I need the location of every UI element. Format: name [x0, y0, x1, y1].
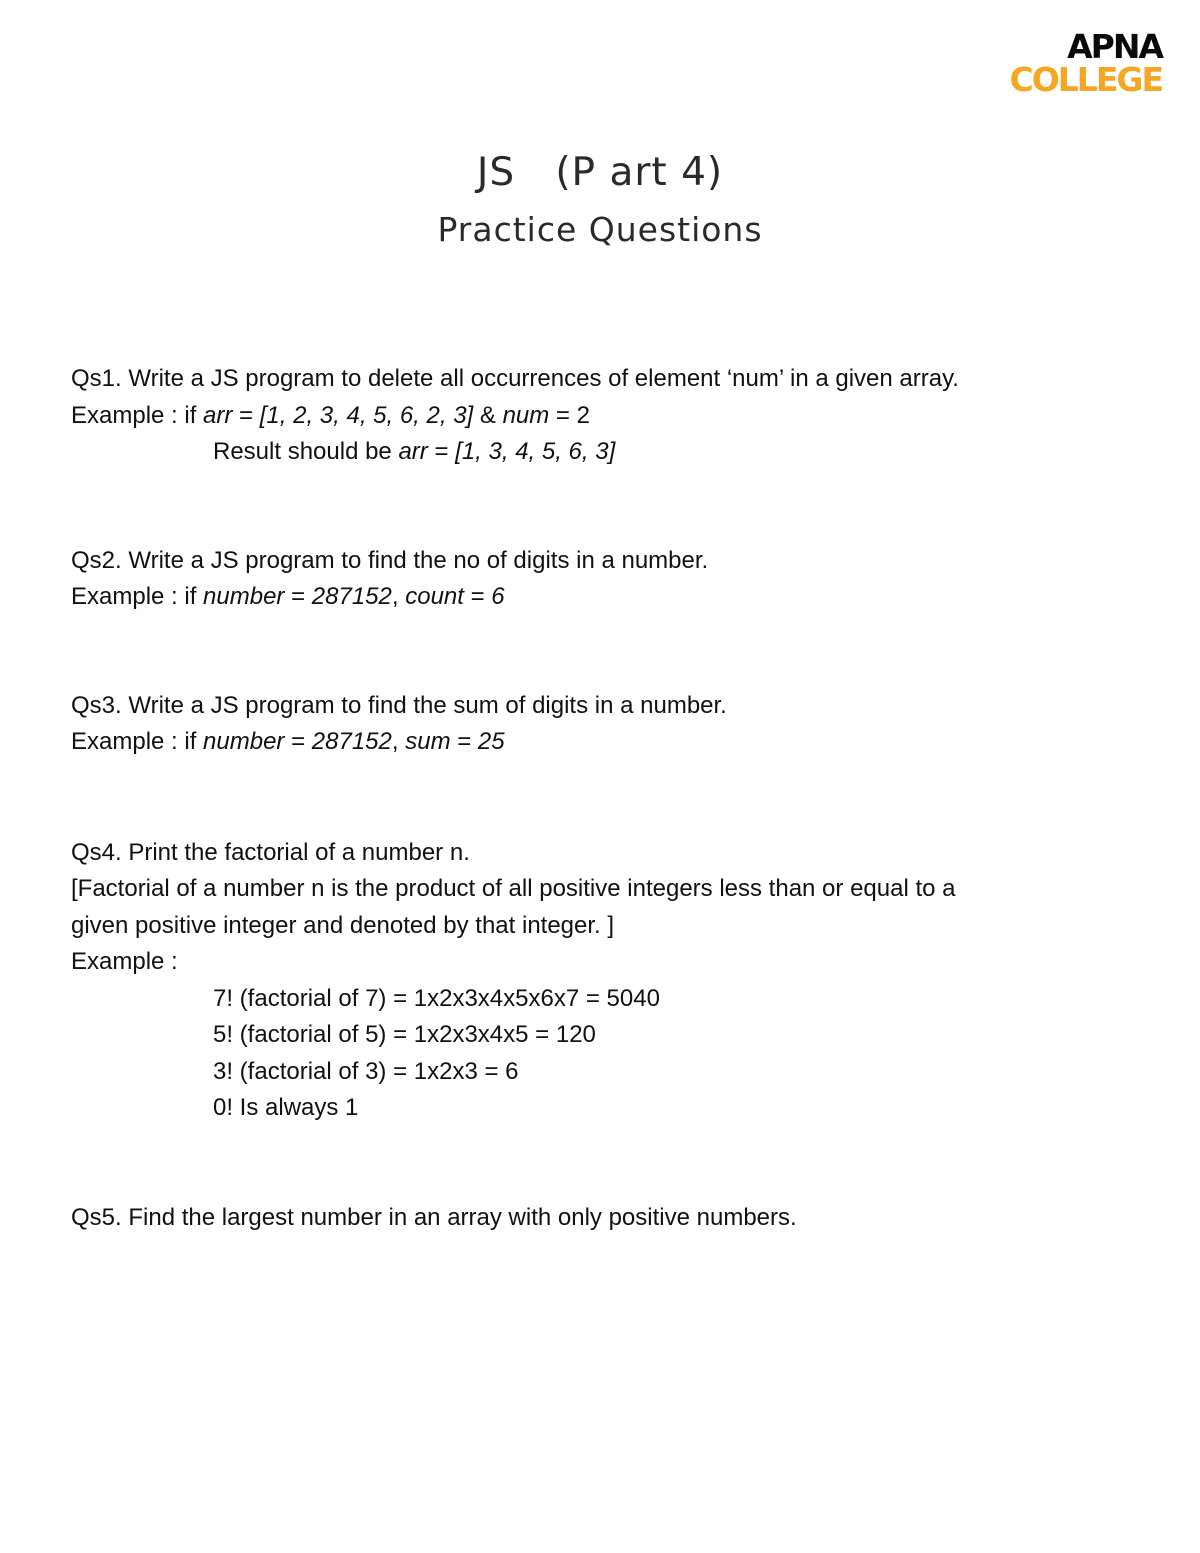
question-4-definition-2: given positive integer and denoted by that integer. ] [71, 911, 615, 939]
apna-college-logo [1009, 27, 1163, 99]
factorial-example: 0! Is always 1 [213, 1094, 359, 1121]
question-4-text: Qs4. Print the factorial of a number n. [71, 838, 470, 866]
factorial-example: 3! (factorial of 3) = 1x2x3 = 6 [213, 1057, 519, 1085]
question-2-text: Qs2. Write a JS program to find the no of digits in a number. [71, 546, 709, 574]
question-1-text: Qs1. Write a JS program to delete all occurrences of element ‘num’ in a given array. [71, 365, 959, 392]
page-subtitle: Practice Questions [437, 210, 763, 249]
question-1-example: Example : if arr = [1, 2, 3, 4, 5, 6, 2, 3] & num = 2 [71, 401, 590, 429]
question-3-text: Qs3. Write a JS program to find the sum of digits in a number. [71, 691, 727, 719]
questions-body [71, 361, 1151, 1236]
question-4-definition-1: [Factorial of a number n is the product of all positive integers less than or equal to a [71, 875, 956, 902]
page-title: JS (P art 4) [476, 150, 724, 195]
question-4 [71, 835, 1151, 1127]
question-5 [71, 1200, 1151, 1237]
question-2 [71, 543, 1151, 616]
question-3 [71, 688, 1151, 761]
question-4-example-label: Example : [71, 948, 178, 975]
question-5-text: Qs5. Find the largest number in an array with only positive numbers. [71, 1203, 797, 1231]
question-2-example: Example : if number = 287152, count = 6 [71, 583, 505, 610]
logo-line-college: COLLEGE [1009, 60, 1162, 99]
question-1-result: Result should be arr = [1, 3, 4, 5, 6, 3] [213, 438, 616, 465]
logo-line-apna: APNA [1067, 27, 1162, 66]
factorial-example: 7! (factorial of 7) = 1x2x3x4x5x6x7 = 5040 [213, 984, 660, 1012]
question-3-example: Example : if number = 287152, sum = 25 [71, 728, 505, 755]
factorial-example: 5! (factorial of 5) = 1x2x3x4x5 = 120 [213, 1021, 596, 1048]
question-1 [71, 361, 1151, 471]
